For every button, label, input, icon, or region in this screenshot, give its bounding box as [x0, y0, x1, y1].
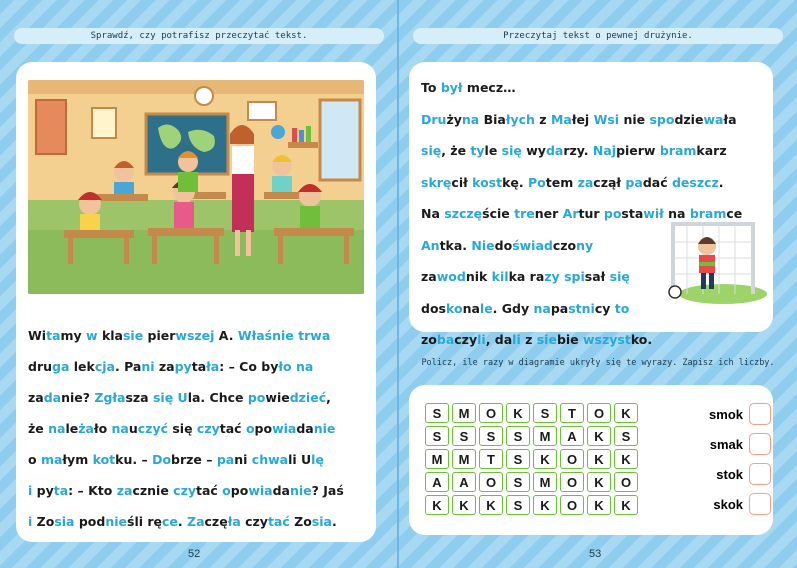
highlighted-syllable: ba: [436, 332, 455, 347]
highlighted-syllable: trwa: [298, 328, 331, 343]
answer-box[interactable]: [749, 493, 771, 515]
grid-cell: K: [533, 495, 557, 515]
highlighted-syllable: ma: [40, 452, 63, 467]
highlighted-syllable: o: [222, 483, 231, 498]
grid-cell: S: [614, 426, 638, 446]
grid-cell: K: [587, 449, 611, 469]
right-story-card: [409, 62, 773, 347]
highlighted-syllable: le: [479, 300, 493, 316]
syllable: kę.: [502, 174, 528, 190]
syllable: cy: [594, 300, 615, 316]
syllable: tur: [578, 206, 604, 221]
highlighted-syllable: czy: [173, 483, 196, 498]
highlighted-syllable: ła: [206, 359, 220, 374]
syllable: : – Kto: [68, 483, 117, 498]
syllable: cznie: [132, 483, 174, 498]
grid-cell: T: [479, 449, 503, 469]
highlighted-syllable: czyć: [137, 421, 169, 436]
syllable: Zo: [289, 514, 312, 529]
syllable: czę: [204, 514, 228, 529]
highlighted-syllable: szczę: [444, 206, 483, 221]
highlighted-syllable: zy: [544, 269, 560, 284]
highlighted-syllable: sia: [54, 514, 75, 529]
grid-cell: A: [560, 426, 584, 446]
highlighted-syllable: stni: [568, 300, 595, 316]
syllable: ku. –: [115, 452, 153, 467]
right-story-line: [421, 104, 763, 136]
goalkeeper-illustration: [663, 208, 767, 308]
syllable: tka.: [439, 237, 472, 253]
left-story-text: [28, 320, 366, 537]
syllable: u: [128, 421, 138, 436]
highlighted-syllable: pa: [216, 452, 235, 467]
grid-cell: O: [560, 449, 584, 469]
highlighted-syllable: skrę: [421, 174, 452, 190]
syllable: le: [65, 421, 79, 436]
word-label: smak: [709, 436, 743, 452]
syllable: da: [296, 421, 314, 436]
syllable: pierw: [616, 143, 660, 158]
syllable: czo: [552, 237, 577, 253]
grid-cell: O: [560, 495, 584, 515]
right-instruction: Przeczytaj tekst o pewnej drużynie.: [503, 31, 693, 41]
highlighted-syllable: to: [614, 300, 630, 316]
highlighted-syllable: ny: [576, 237, 594, 253]
grid-cell: K: [587, 426, 611, 446]
syllable: na: [462, 300, 480, 316]
word-search-grid: [425, 403, 638, 515]
grid-cell: O: [614, 472, 638, 492]
left-story-line: [28, 351, 366, 382]
grid-cell: S: [425, 403, 449, 423]
highlighted-syllable: wia: [272, 421, 297, 436]
highlighted-syllable: nie: [289, 483, 312, 498]
syllable: py: [32, 483, 54, 498]
syllable: .: [331, 514, 337, 529]
highlighted-syllable: spo: [649, 111, 675, 127]
syllable: . Pa: [114, 359, 142, 374]
word-label: smok: [709, 406, 743, 422]
grid-cell: S: [506, 495, 530, 515]
left-story-line: [28, 506, 366, 537]
highlighted-syllable: kil: [491, 269, 509, 284]
syllable: wie: [265, 390, 290, 405]
syllable: czął: [593, 174, 626, 190]
syllable: nie: [619, 111, 650, 127]
highlighted-syllable: li: [512, 332, 521, 347]
answer-box[interactable]: [749, 463, 771, 485]
highlighted-syllable: kost: [472, 174, 503, 190]
syllable: ście: [482, 206, 515, 221]
highlighted-syllable: sie: [536, 332, 557, 347]
highlighted-syllable: ga: [52, 359, 70, 374]
highlighted-syllable: ło: [278, 359, 292, 374]
grid-cell: O: [479, 403, 503, 423]
syllable: pier: [143, 328, 176, 343]
highlighted-syllable: na: [461, 111, 480, 127]
highlighted-syllable: po: [247, 390, 266, 405]
syllable: . Gdy: [492, 300, 534, 316]
word-label: skok: [713, 496, 743, 512]
highlighted-syllable: się: [152, 390, 174, 405]
syllable: da: [272, 483, 290, 498]
syllable: cił: [451, 174, 473, 190]
grid-cell: K: [614, 495, 638, 515]
grid-cell: K: [614, 449, 638, 469]
right-story-line: [421, 324, 763, 356]
syllable: wy: [521, 143, 546, 158]
answer-box[interactable]: [749, 403, 771, 425]
syllable: mecz…: [462, 80, 516, 95]
word-list: [681, 399, 771, 519]
syllable: dzie: [674, 111, 704, 127]
highlighted-syllable: nie: [313, 421, 336, 436]
syllable: : – Co by: [219, 359, 279, 374]
highlighted-syllable: An: [421, 237, 440, 253]
syllable: ? Jaś: [311, 483, 344, 498]
left-story-line: [28, 382, 366, 413]
syllable: A.: [214, 328, 238, 343]
syllable: ta: [191, 359, 207, 374]
highlighted-syllable: deszcz: [671, 174, 719, 190]
highlighted-syllable: ko: [445, 300, 463, 316]
syllable: .: [177, 514, 188, 529]
syllable: sta: [621, 206, 644, 221]
highlighted-syllable: Do: [152, 452, 172, 467]
grid-cell: K: [587, 495, 611, 515]
syllable: rzy.: [563, 143, 593, 158]
highlighted-syllable: U: [177, 390, 188, 405]
highlighted-syllable: ła: [227, 514, 241, 529]
syllable: karz: [696, 143, 727, 158]
syllable: sza: [125, 390, 153, 405]
highlighted-syllable: Ar: [562, 206, 579, 221]
syllable: ło: [93, 421, 112, 436]
syllable: lek: [69, 359, 95, 374]
grid-cell: O: [479, 472, 503, 492]
syllable: sał: [584, 269, 610, 284]
right-story-line: [421, 167, 763, 199]
syllable: .: [718, 174, 724, 190]
highlighted-syllable: wa: [703, 111, 724, 127]
syllable: Na: [421, 206, 445, 221]
right-story-line: [421, 135, 763, 167]
highlighted-syllable: się: [421, 143, 442, 158]
syllable: tać: [196, 483, 223, 498]
highlighted-syllable: wił: [643, 206, 664, 221]
syllable: czy: [240, 514, 268, 529]
highlighted-syllable: ce: [162, 514, 178, 529]
highlighted-syllable: czy: [196, 421, 220, 436]
highlighted-syllable: nie: [105, 514, 127, 529]
highlighted-syllable: Nie: [471, 237, 495, 253]
highlighted-syllable: sia: [311, 514, 332, 529]
highlighted-syllable: Po: [527, 174, 546, 190]
grid-cell: M: [452, 403, 476, 423]
syllable: my: [60, 328, 87, 343]
left-card: [16, 62, 376, 542]
grid-cell: S: [452, 426, 476, 446]
grid-cell: S: [506, 472, 530, 492]
highlighted-syllable: Dru: [421, 111, 447, 127]
highlighted-syllable: na: [48, 421, 66, 436]
word-row: [681, 429, 771, 459]
grid-cell: K: [533, 449, 557, 469]
grid-cell: K: [425, 495, 449, 515]
highlighted-syllable: i: [28, 483, 33, 498]
syllable: ży: [446, 111, 462, 127]
grid-cell: K: [452, 495, 476, 515]
syllable: Bia: [479, 111, 506, 127]
highlighted-syllable: ta: [53, 483, 69, 498]
grid-cell: K: [479, 495, 503, 515]
highlighted-syllable: chwa: [251, 452, 289, 467]
grid-cell: S: [506, 426, 530, 446]
grid-cell: T: [560, 403, 584, 423]
highlighted-syllable: o: [245, 421, 255, 436]
grid-cell: M: [533, 472, 557, 492]
syllable: za: [421, 269, 437, 284]
syllable: la. Chce: [187, 390, 248, 405]
highlighted-syllable: za: [577, 174, 594, 190]
highlighted-syllable: za: [116, 483, 133, 498]
highlighted-syllable: bram: [689, 206, 727, 221]
syllable: dru: [28, 359, 53, 374]
syllable: tać: [219, 421, 246, 436]
highlighted-syllable: sie: [122, 328, 144, 343]
grid-cell: M: [452, 449, 476, 469]
highlighted-syllable: po: [603, 206, 622, 221]
puzzle-instruction: Policz, ile razy w diagramie ukryły się te wyrazy. Zapisz ich liczby.: [421, 358, 775, 368]
highlighted-syllable: ta: [46, 328, 61, 343]
left-page: [0, 0, 398, 568]
syllable: czy: [454, 332, 478, 347]
page-number-left: 52: [188, 548, 201, 560]
syllable: łej: [571, 111, 594, 127]
syllable: ce: [726, 206, 743, 221]
syllable: za: [154, 359, 175, 374]
syllable: , da: [485, 332, 513, 347]
grid-cell: M: [533, 426, 557, 446]
highlighted-syllable: Wsi: [593, 111, 620, 127]
highlighted-syllable: pa: [625, 174, 643, 190]
highlighted-syllable: cja: [94, 359, 115, 374]
highlighted-syllable: i: [28, 514, 33, 529]
syllable: o: [28, 452, 41, 467]
highlighted-syllable: ża: [78, 421, 94, 436]
highlighted-syllable: ni: [141, 359, 155, 374]
highlighted-syllable: się: [501, 143, 522, 158]
word-row: [681, 399, 771, 429]
left-story-line: [28, 444, 366, 475]
highlighted-syllable: na: [295, 359, 314, 374]
syllable: bie: [556, 332, 583, 347]
highlighted-syllable: łych: [505, 111, 535, 127]
syllable: nie?: [61, 390, 95, 405]
syllable: Zo: [32, 514, 55, 529]
left-instruction: Sprawdź, czy potrafisz przeczytać tekst.: [90, 31, 308, 41]
grid-cell: A: [425, 472, 449, 492]
highlighted-syllable: da: [545, 143, 564, 158]
highlighted-syllable: spi: [564, 269, 585, 284]
highlighted-syllable: tre: [514, 206, 535, 221]
right-page: [399, 0, 797, 568]
syllable: To: [421, 80, 441, 95]
classroom-illustration: [28, 80, 364, 294]
highlighted-syllable: się: [609, 269, 630, 284]
highlighted-syllable: Zgła: [94, 390, 126, 405]
syllable: dać: [642, 174, 672, 190]
syllable: się: [168, 421, 197, 436]
page-number-right: 53: [589, 548, 602, 560]
highlighted-syllable: Naj: [592, 143, 617, 158]
highlighted-syllable: Ma: [550, 111, 572, 127]
syllable: Wi: [28, 328, 47, 343]
highlighted-syllable: tać: [267, 514, 290, 529]
syllable: na: [663, 206, 690, 221]
highlighted-syllable: dzieć: [289, 390, 327, 405]
syllable: z: [534, 111, 551, 127]
grid-cell: S: [479, 426, 503, 446]
highlighted-syllable: wszej: [175, 328, 215, 343]
grid-cell: S: [425, 426, 449, 446]
grid-cell: O: [560, 472, 584, 492]
grid-cell: K: [614, 403, 638, 423]
syllable: ka ra: [508, 269, 545, 284]
highlighted-syllable: py: [174, 359, 192, 374]
syllable: do: [494, 237, 513, 253]
syllable: po: [230, 483, 249, 498]
highlighted-syllable: na: [533, 300, 551, 316]
syllable: ner: [534, 206, 563, 221]
right-story-line: [421, 72, 763, 104]
word-search-card: [409, 385, 773, 535]
syllable: kla: [97, 328, 123, 343]
highlighted-syllable: Za: [187, 514, 205, 529]
highlighted-syllable: da: [43, 390, 62, 405]
grid-cell: S: [533, 403, 557, 423]
word-label: stok: [716, 466, 743, 482]
word-row: [681, 489, 771, 519]
grid-cell: K: [506, 403, 530, 423]
grid-cell: O: [587, 403, 611, 423]
syllable: le: [484, 143, 502, 158]
highlighted-syllable: kot: [92, 452, 116, 467]
highlighted-syllable: ty: [470, 143, 485, 158]
syllable: pod: [74, 514, 106, 529]
syllable: ko.: [630, 332, 653, 347]
left-story-line: [28, 413, 366, 444]
syllable: dos: [421, 300, 446, 316]
syllable: brze –: [171, 452, 217, 467]
highlighted-syllable: na: [111, 421, 129, 436]
syllable: li U: [288, 452, 312, 467]
syllable: po: [254, 421, 273, 436]
grid-cell: S: [506, 449, 530, 469]
syllable: z: [520, 332, 537, 347]
syllable: śli rę: [127, 514, 163, 529]
highlighted-syllable: w: [86, 328, 98, 343]
syllable: ła: [723, 111, 737, 127]
highlighted-syllable: lę: [311, 452, 324, 467]
grid-cell: M: [425, 449, 449, 469]
answer-box[interactable]: [749, 433, 771, 455]
highlighted-syllable: wszyst: [583, 332, 631, 347]
syllable: łym: [62, 452, 93, 467]
highlighted-syllable: wod: [436, 269, 466, 284]
highlighted-syllable: bram: [659, 143, 697, 158]
syllable: , że: [441, 143, 471, 158]
syllable: że: [28, 421, 49, 436]
syllable: zo: [421, 332, 437, 347]
word-row: [681, 459, 771, 489]
syllable: ni: [234, 452, 252, 467]
highlighted-syllable: był: [440, 80, 463, 95]
syllable: ,: [326, 390, 331, 405]
syllable: za: [28, 390, 44, 405]
left-story-line: [28, 475, 366, 506]
highlighted-syllable: wia: [248, 483, 273, 498]
grid-cell: A: [452, 472, 476, 492]
grid-cell: K: [587, 472, 611, 492]
highlighted-syllable: Właśnie: [237, 328, 294, 343]
syllable: tem: [545, 174, 578, 190]
highlighted-syllable: świad: [512, 237, 553, 253]
syllable: nik: [465, 269, 492, 284]
left-story-line: [28, 320, 366, 351]
highlighted-syllable: li: [477, 332, 486, 347]
syllable: pa: [550, 300, 569, 316]
